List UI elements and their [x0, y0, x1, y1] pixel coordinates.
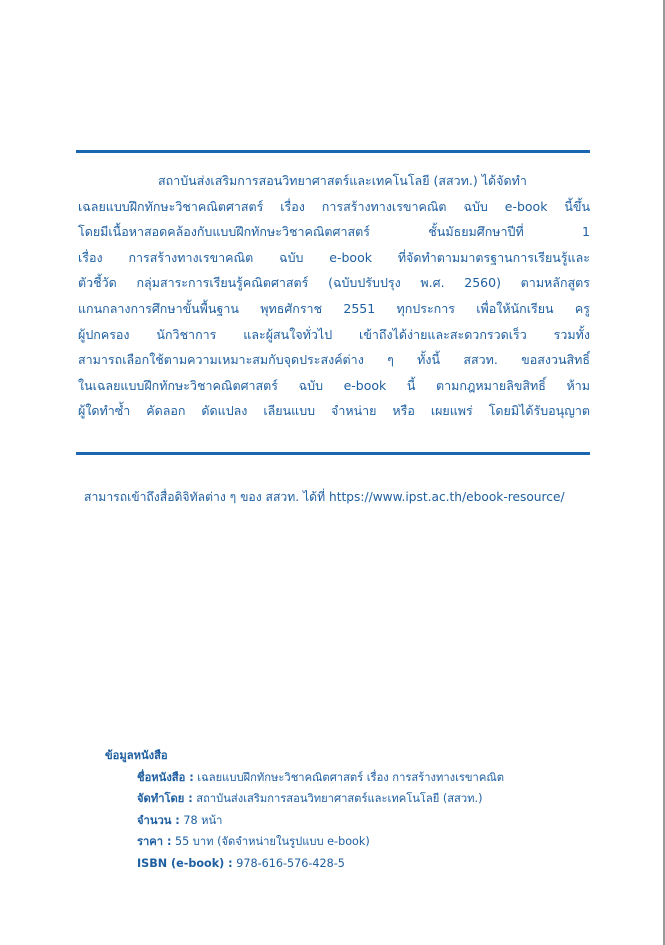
top-rule: [76, 150, 590, 153]
access-text: สามารถเข้าถึงสื่อดิจิทัลต่าง ๆ ของ สสวท. ได้ที่: [84, 490, 326, 504]
book-info-row: [105, 788, 575, 810]
publisher-label: จัดทำโดย :: [137, 792, 193, 805]
book-info-row: [105, 767, 575, 789]
notice-line: แกนกลางการศึกษาขั้นพื้นฐาน พุทธศักราช 2551 ทุกประการ เพื่อให้นักเรียน ครู: [78, 300, 590, 316]
notice-line: สามารถเลือกใช้ตามความเหมาะสมกับจุดประสงค์ต่าง ๆ ทั้งนี้ สสวท. ขอสงวนสิทธิ์: [78, 352, 590, 368]
pages-value: 78 หน้า: [183, 813, 223, 827]
notice-line: เรื่อง การสร้างทางเรขาคณิต ฉบับ e-book ที่จัดทำตามมาตรฐานการเรียนรู้และ: [78, 249, 590, 265]
price-label: ราคา :: [137, 835, 172, 848]
book-info-row: [105, 853, 575, 875]
book-info-row: [105, 810, 575, 832]
resource-link[interactable]: https://www.ipst.ac.th/ebook-resource/: [329, 490, 565, 504]
isbn-label: ISBN (e-book) :: [137, 856, 233, 870]
notice-line: ตัวชี้วัด กลุ่มสาระการเรียนรู้คณิตศาสตร์ (ฉบับปรับปรุง พ.ศ. 2560) ตามหลักสูตร: [78, 275, 590, 291]
isbn-value: 978-616-576-428-5: [236, 856, 345, 870]
copyright-notice: [78, 168, 590, 424]
book-title-label: ชื่อหนังสือ :: [137, 770, 194, 784]
book-title-value: เฉลยแบบฝึกทักษะวิชาคณิตศาสตร์ เรื่อง การสร้างทางเรขาคณิต: [197, 770, 504, 784]
publisher-value: สถาบันส่งเสริมการสอนวิทยาศาสตร์และเทคโนโลยี (สสวท.): [196, 792, 483, 805]
access-line: [84, 488, 584, 507]
notice-line: ในเฉลยแบบฝึกทักษะวิชาคณิตศาสตร์ ฉบับ e-book นี้ ตามกฎหมายลิขสิทธิ์ ห้าม: [78, 377, 590, 393]
price-value: 55 บาท (จัดจำหน่ายในรูปแบบ e-book): [175, 835, 370, 848]
book-info: [105, 745, 575, 874]
pages-label: จำนวน :: [137, 813, 180, 827]
notice-line: สถาบันส่งเสริมการสอนวิทยาศาสตร์และเทคโนโลยี (สสวท.) ได้จัดทำ: [158, 173, 527, 188]
bottom-rule: [76, 452, 590, 455]
book-info-row: [105, 831, 575, 853]
book-info-heading: ข้อมูลหนังสือ: [105, 749, 168, 762]
notice-line: ผู้ปกครอง นักวิชาการ และผู้สนใจทั่วไป เข้าถึงได้ง่ายและสะดวกรวดเร็ว รวมทั้ง: [78, 326, 590, 342]
notice-line: เฉลยแบบฝึกทักษะวิชาคณิตศาสตร์ เรื่อง การสร้างทางเรขาคณิต ฉบับ e-book นี้ขึ้น: [78, 198, 590, 214]
notice-line: โดยมีเนื้อหาสอดคล้องกับแบบฝึกทักษะวิชาคณิตศาสตร์ ชั้นมัธยมศึกษาปีที่ 1: [78, 224, 590, 240]
notice-line: ผู้ใดทำซ้ำ คัดลอก ดัดแปลง เลียนแบบ จำหน่าย หรือ เผยแพร่ โดยมิได้รับอนุญาต: [78, 403, 590, 419]
